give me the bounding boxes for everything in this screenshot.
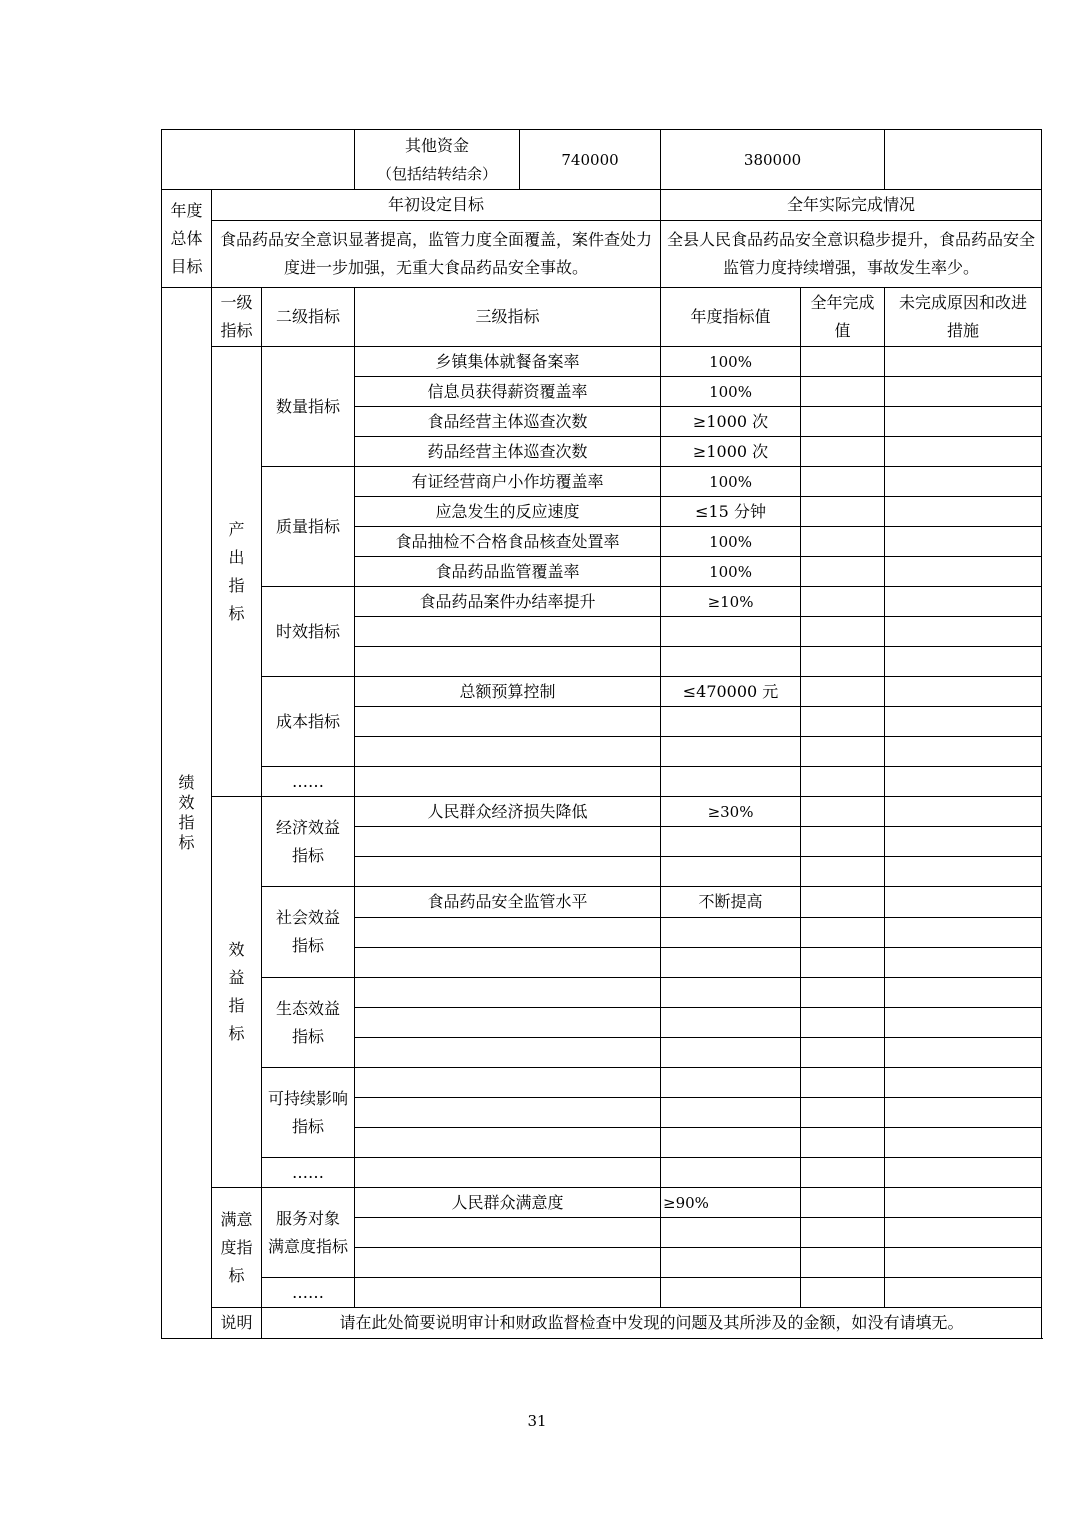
notes-label: 说明 <box>212 1308 262 1339</box>
header-reason-line2: 措施 <box>947 321 980 340</box>
indicator-target: ≥90% <box>661 1188 801 1218</box>
header-target: 年度指标值 <box>661 288 801 347</box>
indicator-name: 有证经营商户小作坊覆盖率 <box>355 467 661 497</box>
table-row <box>162 677 1042 707</box>
indicator-target: 100% <box>661 527 801 557</box>
actual-header: 全年实际完成情况 <box>661 190 1042 221</box>
satisfaction-label-line3: 标 <box>228 1265 245 1285</box>
table-row <box>162 347 1042 377</box>
timeliness-indicator-label: 时效指标 <box>262 587 355 677</box>
sustainable-label-line1: 可持续影响 <box>268 1088 349 1108</box>
indicator-target: ≥1000 次 <box>661 437 801 467</box>
indicator-name: 人民群众经济损失降低 <box>355 797 661 827</box>
economic-label-line2: 指标 <box>292 845 325 865</box>
indicator-target: ≤470000 元 <box>661 677 801 707</box>
table-row <box>162 587 1042 617</box>
indicator-name: 应急发生的反应速度 <box>355 497 661 527</box>
quantity-indicator-label: 数量指标 <box>262 347 355 467</box>
indicator-name: 人民群众满意度 <box>355 1188 661 1218</box>
annual-goal-label <box>162 190 212 288</box>
table-row <box>162 767 1042 797</box>
table-row <box>162 797 1042 827</box>
table-row <box>162 467 1042 497</box>
notes-row <box>162 1308 1042 1339</box>
benefit-label-3: 指 <box>228 996 245 1015</box>
output-label-2: 出 <box>228 547 245 567</box>
indicator-name: 食品药品案件办结率提升 <box>355 587 661 617</box>
table-row <box>162 887 1042 918</box>
table-row <box>162 1188 1042 1218</box>
indicator-name: 信息员获得薪资覆盖率 <box>355 377 661 407</box>
actual-text: 全县人民食品药品安全意识稳步提升，食品药品安全监管力度持续增强，事故发生率少。 <box>661 221 1042 288</box>
benefit-label-2: 益 <box>228 968 245 987</box>
set-goal-header: 年初设定目标 <box>212 190 661 221</box>
header-level1-line1: 一级 <box>220 293 253 312</box>
header-level2: 二级指标 <box>262 288 355 347</box>
benefit-indicator-label <box>212 797 262 1188</box>
cost-indicator-label: 成本指标 <box>262 677 355 767</box>
set-goal-text: 食品药品安全意识显著提高，监管力度全面覆盖，案件查处力度进一步加强，无重大食品药品安全事故。 <box>212 221 661 288</box>
funds-label-line2: （包括结转结余） <box>377 164 498 183</box>
social-indicator-label <box>262 887 355 978</box>
annual-goal-label-2: 总体 <box>170 228 203 248</box>
goal-header-row <box>162 190 1042 221</box>
output-label-3: 指 <box>228 575 245 595</box>
header-reason <box>885 288 1042 347</box>
indicator-name: 食品抽检不合格食品核查处置率 <box>355 527 661 557</box>
header-level1-line2: 指标 <box>220 321 253 340</box>
funds-budget-amount: 740000 <box>520 130 661 190</box>
indicator-name: 食品药品监管覆盖率 <box>355 557 661 587</box>
satisfaction-indicator-label <box>212 1188 262 1308</box>
funds-label-line1: 其他资金 <box>405 135 470 155</box>
table-row <box>162 1278 1042 1308</box>
funds-extra-cell <box>885 130 1042 190</box>
output-indicator-label <box>212 347 262 797</box>
satisfaction-more-ellipsis: …… <box>262 1278 355 1308</box>
funds-row <box>162 130 1042 190</box>
social-label-line2: 指标 <box>292 936 325 955</box>
ecological-label-line2: 指标 <box>292 1026 325 1046</box>
output-more-ellipsis: …… <box>262 767 355 797</box>
indicator-target: ≤15 分钟 <box>661 497 801 527</box>
header-reason-line1: 未完成原因和改进 <box>899 293 1028 312</box>
header-level1 <box>212 288 262 347</box>
sustainable-label-line2: 指标 <box>292 1116 325 1136</box>
indicator-name: 食品药品安全监管水平 <box>355 887 661 918</box>
indicator-name: 食品经营主体巡查次数 <box>355 407 661 437</box>
economic-indicator-label <box>262 797 355 887</box>
ecological-indicator-label <box>262 978 355 1068</box>
indicator-target: 100% <box>661 347 801 377</box>
benefit-label-1: 效 <box>228 940 245 959</box>
quality-indicator-label: 质量指标 <box>262 467 355 587</box>
annual-goal-label-1: 年度 <box>170 200 203 220</box>
funds-actual-amount: 380000 <box>661 130 885 190</box>
indicator-name: 总额预算控制 <box>355 677 661 707</box>
indicator-target: ≥1000 次 <box>661 407 801 437</box>
header-completed-line2: 值 <box>834 321 851 340</box>
goal-text-row <box>162 221 1042 288</box>
indicator-name: 乡镇集体就餐备案率 <box>355 347 661 377</box>
header-completed-line1: 全年完成 <box>810 293 875 312</box>
benefit-more-ellipsis: …… <box>262 1158 355 1188</box>
table-row <box>162 1068 1042 1098</box>
indicator-target: 不断提高 <box>661 887 801 918</box>
satisfaction-label-line1: 满意 <box>220 1209 253 1229</box>
service-label-line1: 服务对象 <box>276 1208 341 1228</box>
performance-indicator-label <box>162 288 212 1339</box>
ecological-label-line1: 生态效益 <box>276 998 341 1018</box>
performance-table <box>161 129 1042 1339</box>
sustainable-indicator-label <box>262 1068 355 1158</box>
indicator-target: ≥30% <box>661 797 801 827</box>
funds-label-cell <box>355 130 520 190</box>
benefit-label-4: 标 <box>228 1024 245 1043</box>
funds-empty-cell <box>162 130 355 190</box>
table-row <box>162 1158 1042 1188</box>
notes-text: 请在此处简要说明审计和财政监督检查中发现的问题及其所涉及的金额，如没有请填无。 <box>262 1308 1042 1339</box>
performance-label-2: 效 <box>178 793 195 812</box>
output-label-1: 产 <box>228 519 245 539</box>
performance-label-3: 指 <box>178 813 195 832</box>
social-label-line1: 社会效益 <box>276 908 341 927</box>
indicator-target: ≥10% <box>661 587 801 617</box>
page-number: 31 <box>527 1412 547 1430</box>
indicator-target: 100% <box>661 377 801 407</box>
indicator-header-row <box>162 288 1042 347</box>
service-label-line2: 满意度指标 <box>268 1236 349 1256</box>
output-label-4: 标 <box>228 603 245 623</box>
performance-label-4: 标 <box>178 833 195 852</box>
satisfaction-label-line2: 度指 <box>220 1237 253 1257</box>
indicator-target: 100% <box>661 557 801 587</box>
performance-label-1: 绩 <box>178 773 195 792</box>
table-row <box>162 978 1042 1008</box>
indicator-target: 100% <box>661 467 801 497</box>
service-satisfaction-label <box>262 1188 355 1278</box>
header-completed <box>801 288 885 347</box>
annual-goal-label-3: 目标 <box>170 256 203 276</box>
header-level3: 三级指标 <box>355 288 661 347</box>
indicator-name: 药品经营主体巡查次数 <box>355 437 661 467</box>
economic-label-line1: 经济效益 <box>276 817 341 837</box>
